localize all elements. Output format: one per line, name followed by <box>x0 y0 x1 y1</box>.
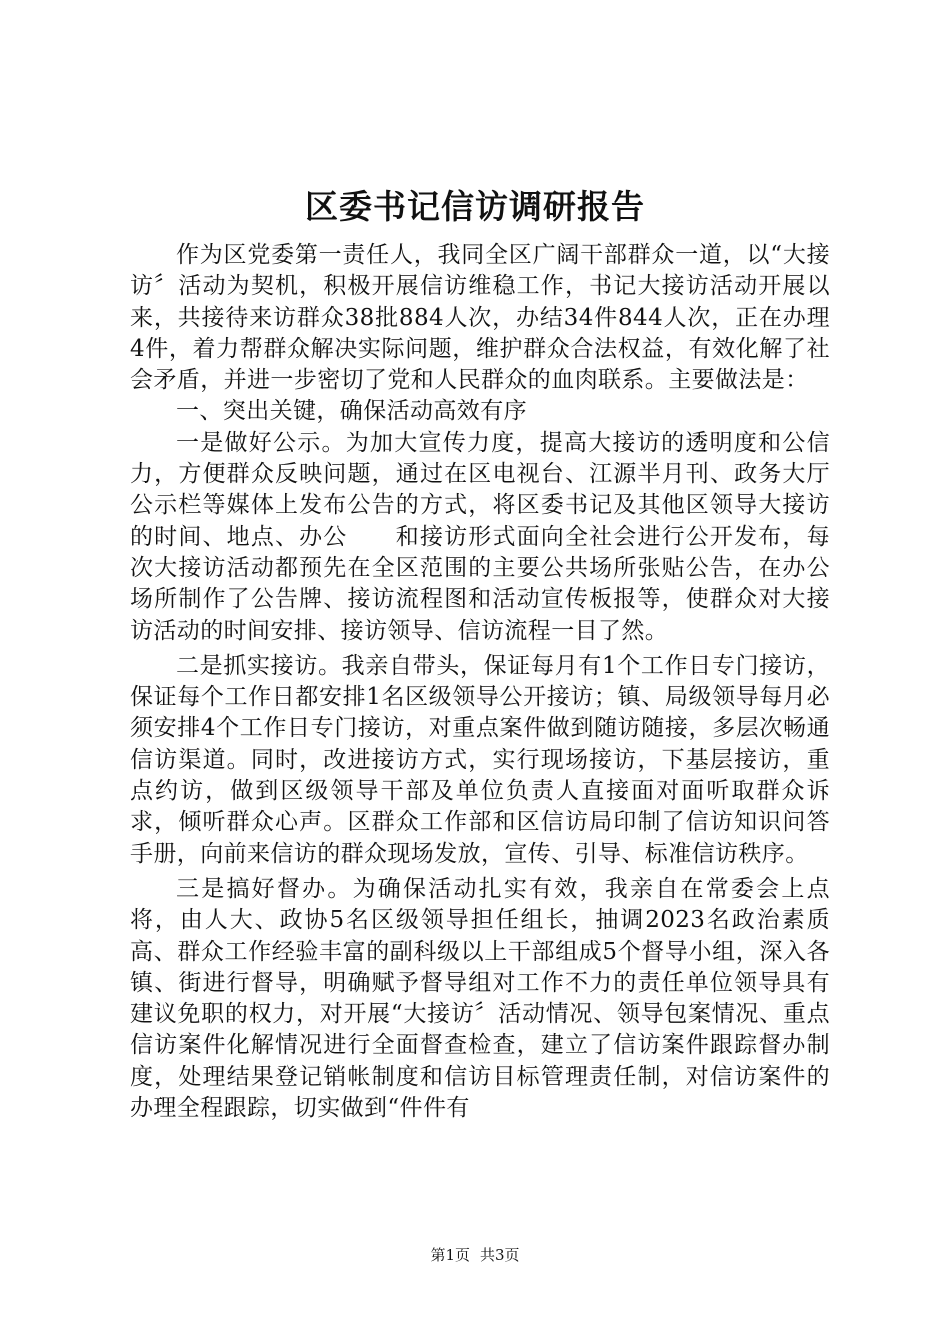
paragraph-reception: 二是抓实接访。我亲自带头，保证每月有1个工作日专门接访，保证每个工作日都安排1名区级领导公开接访；镇、局级领导每月必须安排4个工作日专门接访，对重点案件做到随访随接，多层次畅通信访渠道。同时，改进接访方式，实行现场接访，下基层接访，重点约访，做到区级领导干部及单位负责人直接面对面听取群众诉求，倾听群众心声。区群众工作部和区信访局印制了信访知识问答手册，向前来信访的群众现场发放，宣传、引导、标准信访秩序。 <box>130 652 830 867</box>
page-number: 第1页 <box>430 1246 470 1264</box>
paragraph-supervision: 三是搞好督办。为确保活动扎实有效，我亲自在常委会上点将，由人大、政协5名区级领导担任组长，抽调2023名政治素质高、群众工作经验丰富的副科级以上干部组成5个督导小组，深入各镇、街进行督导，明确赋予督导组对工作不力的责任单位领导具有建议免职的权力，对开展“大接访〞活动情况、领导包案情况、重点信访案件化解情况进行全面督查检查，建立了信访案件跟踪督办制度，处理结果登记销帐制度和信访目标管理责任制，对信访案件的办理全程跟踪，切实做到“件件有 <box>130 875 830 1122</box>
paragraph-publicity: 一是做好公示。为加大宣传力度，提高大接访的透明度和公信力，方便群众反映问题，通过在区电视台、江源半月刊、政务大厅公示栏等媒体上发布公告的方式，将区委书记及其他区领导大接访的时间、地点、办公 和接访形式面向全社会进行公开发布，每次大接访活动都预先在全区范围的主要公共场所张贴公告，在办公场所制作了公告牌、接访流程图和活动宣传板报等，使群众对大接访活动的时间安排、接访领导、信访流程一目了然。 <box>130 429 830 644</box>
section-heading-1: 一、突出关键，确保活动高效有序 <box>176 398 527 425</box>
page-total: 共3页 <box>480 1246 520 1264</box>
document-title: 区委书记信访调研报告 <box>305 187 645 226</box>
paragraph-intro: 作为区党委第一责任人，我同全区广阔干部群众一道，以“大接访〞活动为契机，积极开展信访维稳工作，书记大接访活动开展以来，共接待来访群众38批884人次，办结34件844人次，正在办理4件，着力帮群众解决实际问题，维护群众合法权益，有效化解了社会矛盾，并进一步密切了党和人民群众的血肉联系。主要做法是： <box>130 242 830 394</box>
page-footer <box>0 1245 950 1265</box>
document-body <box>130 240 830 1124</box>
